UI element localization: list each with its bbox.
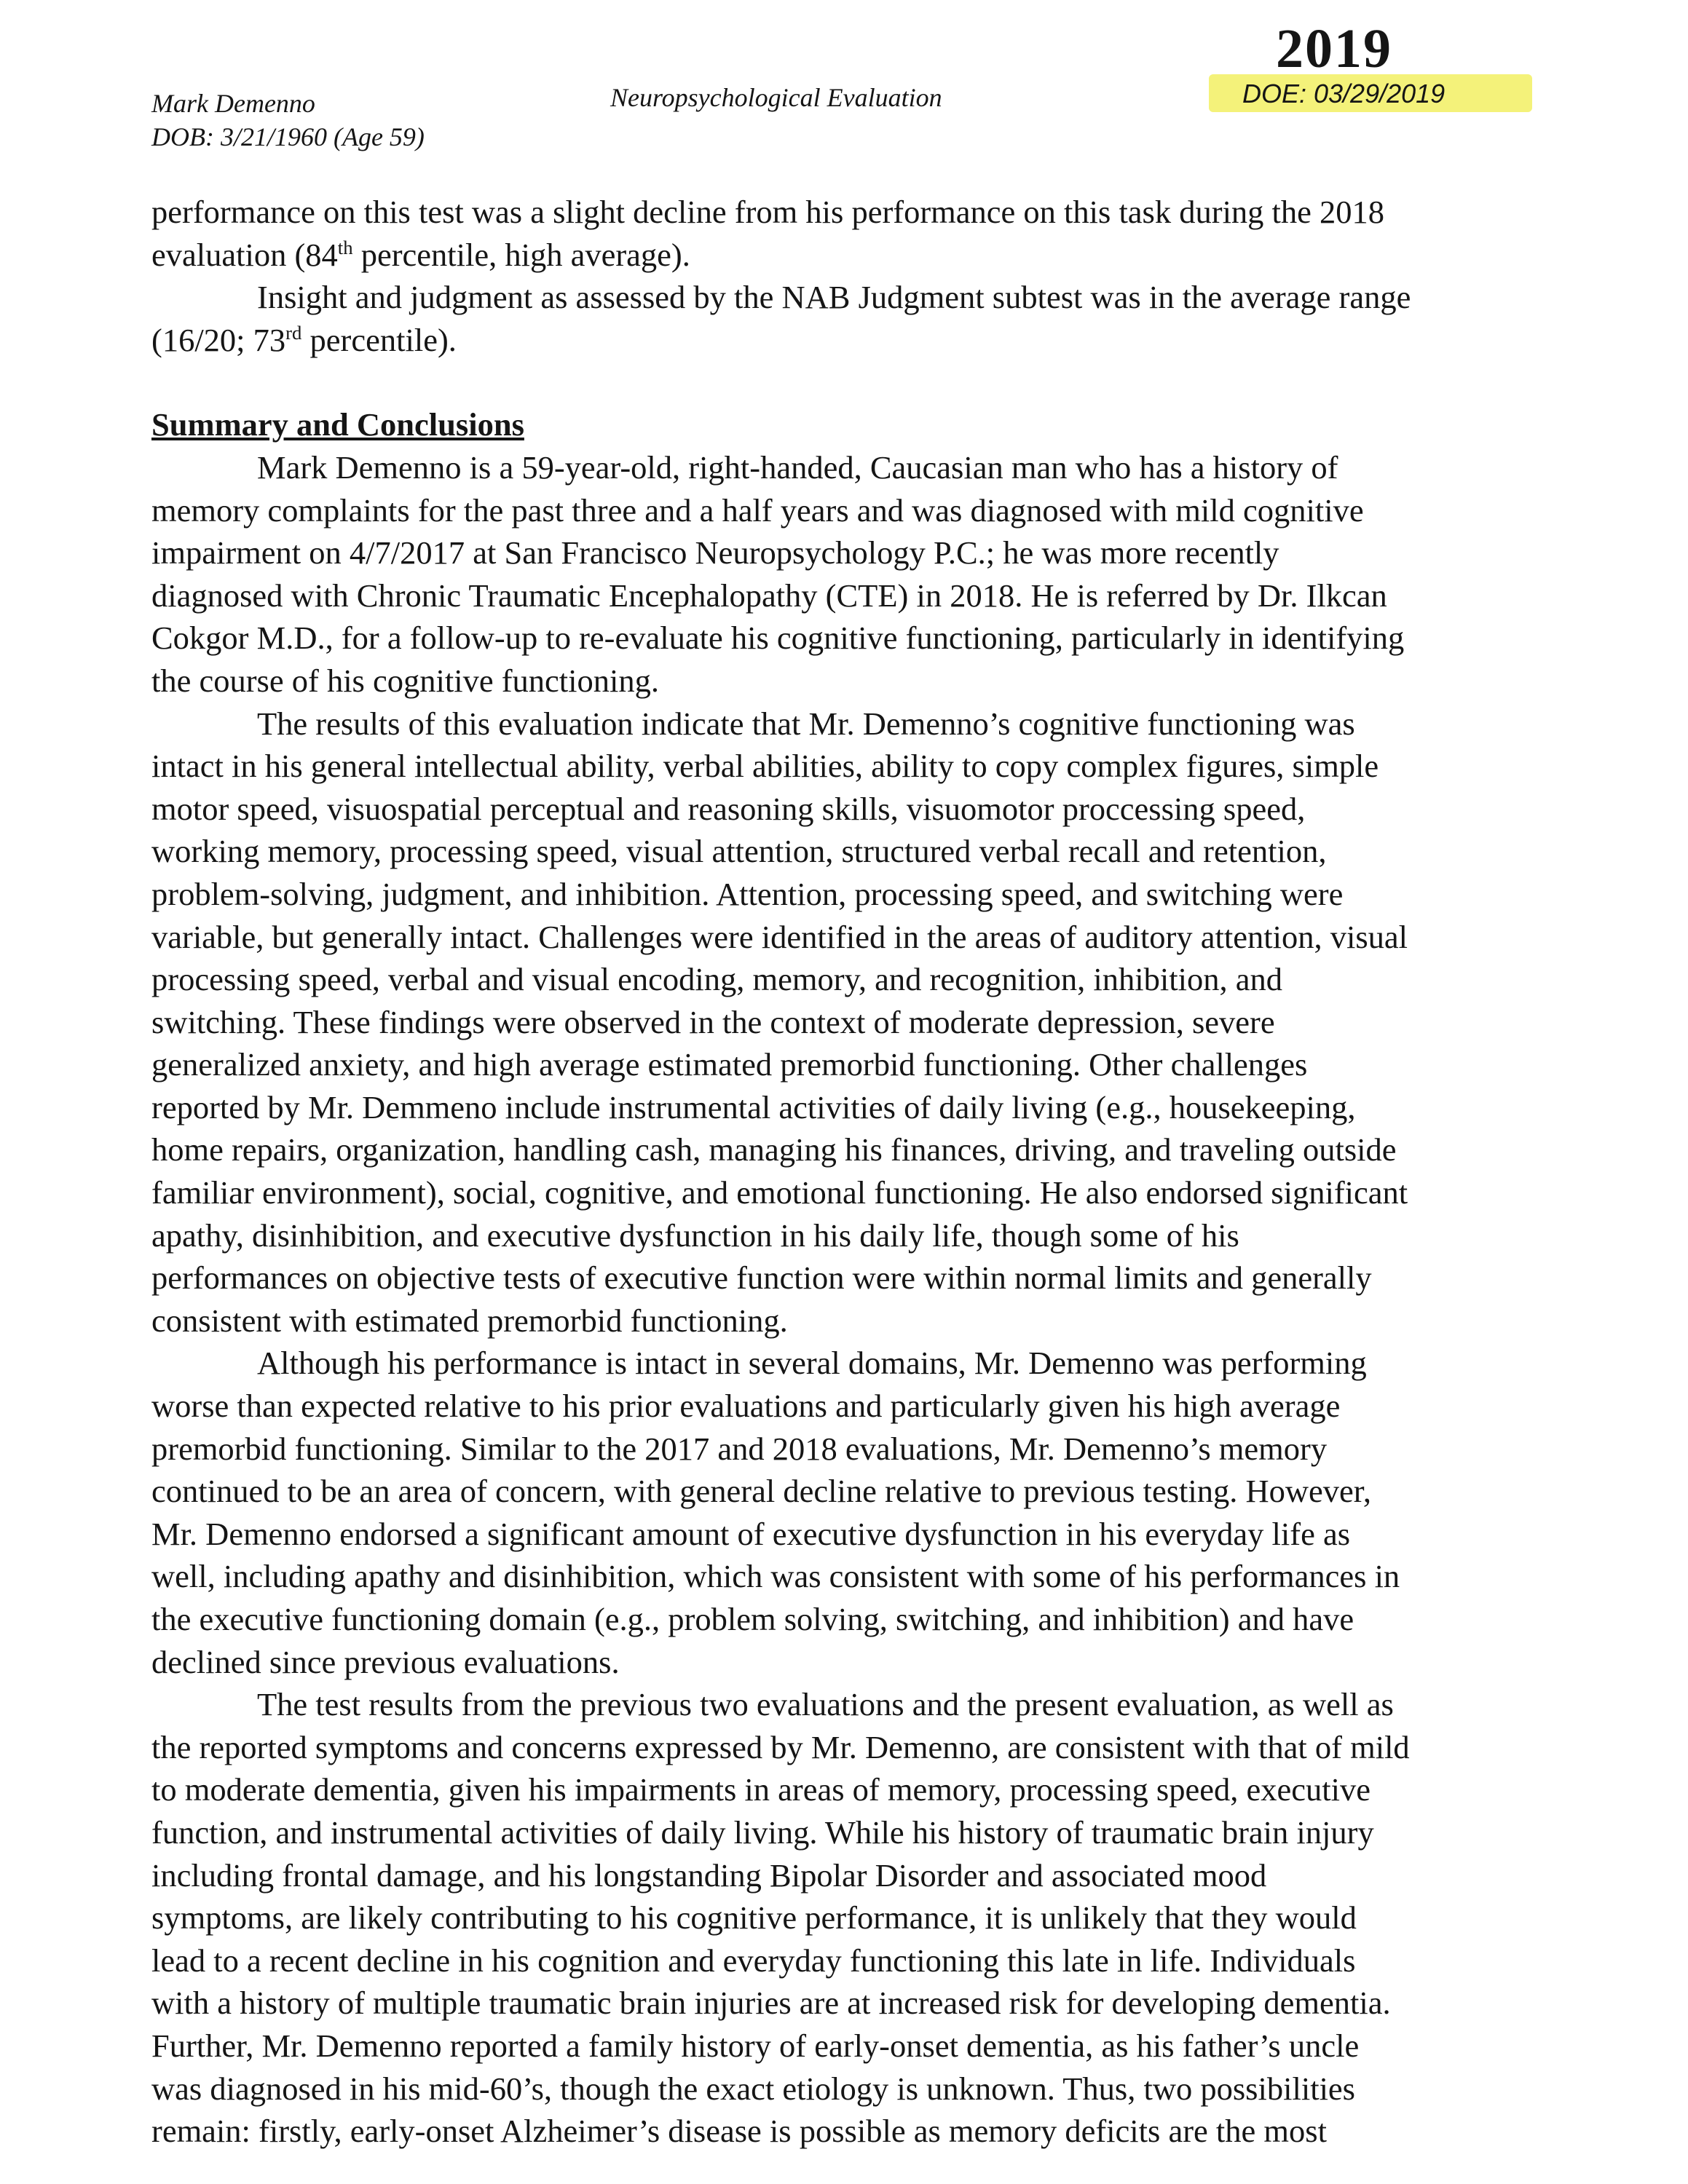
body-line: apathy, disinhibition, and executive dysfunction in his daily life, though some of his xyxy=(151,1216,1239,1254)
report-title: Neuropsychological Evaluation xyxy=(610,83,942,112)
body-line: Insight and judgment as assessed by the NAB Judgment subtest was in the average range xyxy=(257,279,1411,316)
body-line: to moderate dementia, given his impairments in areas of memory, processing speed, executive xyxy=(151,1771,1370,1808)
section-heading: Summary and Conclusions xyxy=(151,406,524,443)
date-of-evaluation: DOE: 03/29/2019 xyxy=(1242,79,1446,108)
body-line: Cokgor M.D., for a follow-up to re-evaluate his cognitive functioning, particularly in identifying xyxy=(151,620,1405,657)
body-line: motor speed, visuospatial perceptual and reasoning skills, visuomotor proccessing speed, xyxy=(151,790,1306,827)
patient-dob: DOB: 3/21/1960 (Age 59) xyxy=(151,122,425,151)
body-line: home repairs, organization, handling cash, managing his finances, driving, and traveling outside xyxy=(151,1131,1397,1168)
body-line: the course of his cognitive functioning. xyxy=(151,662,660,699)
body-line: Further, Mr. Demenno reported a family history of early-onset dementia, as his father’s uncle xyxy=(151,2027,1360,2064)
body-line: memory complaints for the past three and a half years and was diagnosed with mild cognitive xyxy=(151,491,1364,529)
patient-name: Mark Demenno xyxy=(151,89,315,118)
body-line: processing speed, verbal and visual encoding, memory, and recognition, inhibition, and xyxy=(151,961,1283,998)
paragraph xyxy=(151,446,1557,703)
body-line: was diagnosed in his mid-60’s, though the exact etiology is unknown. Thus, two possibilities xyxy=(151,2070,1355,2107)
body-line: problem-solving, judgment, and inhibition. Attention, processing speed, and switching were xyxy=(151,875,1344,912)
body-line: (16/20; 73rd percentile). xyxy=(151,321,457,358)
body-line: the executive functioning domain (e.g., problem solving, switching, and inhibition) and have xyxy=(151,1601,1354,1637)
body-line: familiar environment), social, cognitive, and emotional functioning. He also endorsed significant xyxy=(151,1174,1408,1211)
body-line: continued to be an area of concern, with general decline relative to previous testing. However, xyxy=(151,1473,1371,1510)
body-line: lead to a recent decline in his cognition and everyday functioning this late in life. Individuals xyxy=(151,1942,1356,1979)
body-line: remain: firstly, early-onset Alzheimer’s disease is possible as memory deficits are the most xyxy=(151,2113,1327,2150)
body-line: Mark Demenno is a 59-year-old, right-handed, Caucasian man who has a history of xyxy=(257,448,1338,486)
body-line: diagnosed with Chronic Traumatic Encephalopathy (CTE) in 2018. He is referred by Dr. Ilkcan xyxy=(151,577,1387,614)
body-line: impairment on 4/7/2017 at San Francisco Neuropsychology P.C.; he was more recently xyxy=(151,534,1279,571)
body-line: switching. These findings were observed in the context of moderate depression, severe xyxy=(151,1003,1275,1040)
body-line: worse than expected relative to his prior evaluations and particularly given his high average xyxy=(151,1388,1341,1425)
body-line: symptoms, are likely contributing to his cognitive performance, it is unlikely that they would xyxy=(151,1899,1357,1936)
paragraph xyxy=(151,1683,1557,2153)
body-line: evaluation (84th percentile, high average). xyxy=(151,236,690,273)
body-line: performance on this test was a slight decline from his performance on this task during the 2018 xyxy=(151,194,1385,230)
body-line: The test results from the previous two evaluations and the present evaluation, as well as xyxy=(257,1686,1394,1723)
paragraph xyxy=(151,703,1557,1342)
stamp-year: 2019 xyxy=(1276,18,1392,79)
report-body xyxy=(151,191,1557,2153)
body-line: with a history of multiple traumatic brain injuries are at increased risk for developing dementia. xyxy=(151,1985,1391,2022)
body-line: declined since previous evaluations. xyxy=(151,1643,620,1680)
body-line: reported by Mr. Demmeno include instrumental activities of daily living (e.g., housekeeping, xyxy=(151,1088,1356,1125)
body-line: consistent with estimated premorbid functioning. xyxy=(151,1302,788,1339)
body-line: generalized anxiety, and high average estimated premorbid functioning. Other challenges xyxy=(151,1046,1308,1083)
body-line: well, including apathy and disinhibition, which was consistent with some of his performances in xyxy=(151,1558,1400,1595)
body-line: variable, but generally intact. Challenges were identified in the areas of auditory attention, visual xyxy=(151,918,1408,955)
body-line: intact in his general intellectual ability, verbal abilities, ability to copy complex figures, simple xyxy=(151,748,1379,785)
body-line: Mr. Demenno endorsed a significant amount of executive dysfunction in his everyday life as xyxy=(151,1515,1351,1552)
body-line: Although his performance is intact in several domains, Mr. Demenno was performing xyxy=(257,1345,1367,1382)
body-line: premorbid functioning. Similar to the 2017 and 2018 evaluations, Mr. Demenno’s memory xyxy=(151,1430,1328,1467)
body-line: including frontal damage, and his longstanding Bipolar Disorder and associated mood xyxy=(151,1856,1267,1894)
body-line: the reported symptoms and concerns expressed by Mr. Demenno, are consistent with that of mild xyxy=(151,1728,1410,1765)
paragraph xyxy=(151,1342,1557,1683)
body-line: performances on objective tests of executive function were within normal limits and generally xyxy=(151,1259,1372,1297)
body-line: The results of this evaluation indicate that Mr. Demenno’s cognitive functioning was xyxy=(257,705,1355,742)
body-line: working memory, processing speed, visual attention, structured verbal recall and retention, xyxy=(151,833,1327,870)
body-line: function, and instrumental activities of daily living. While his history of traumatic brain injury xyxy=(151,1813,1374,1851)
